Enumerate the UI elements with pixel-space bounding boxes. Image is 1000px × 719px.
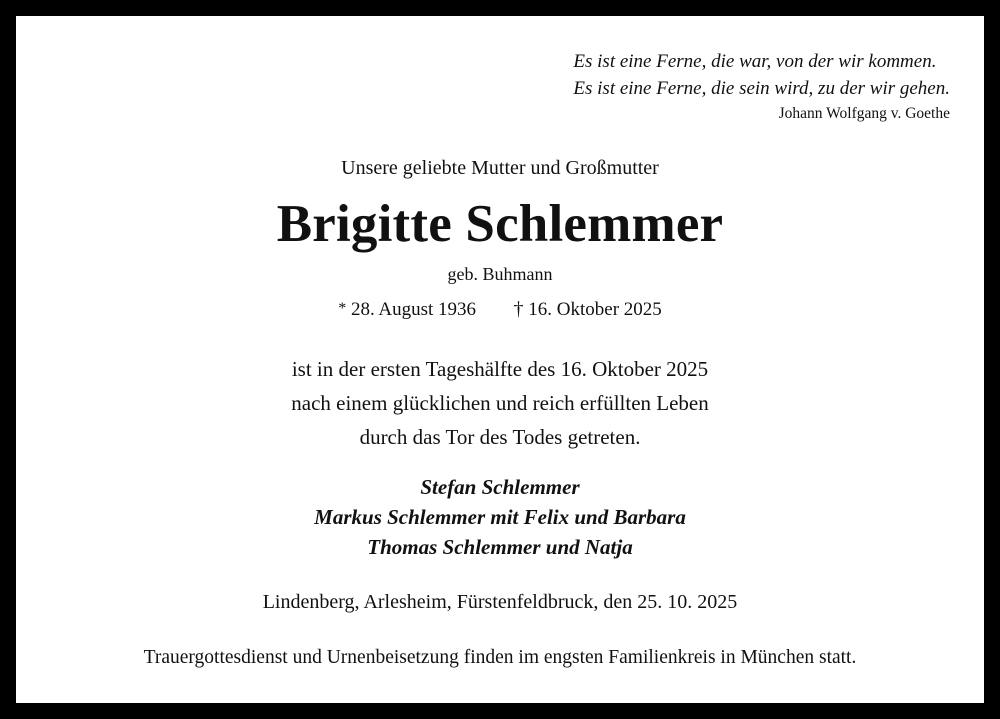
mourner-2: Markus Schlemmer mit Felix und Barbara bbox=[314, 505, 686, 529]
intro-text: Unsere geliebte Mutter und Großmutter bbox=[341, 157, 659, 179]
message-line-3: durch das Tor des Todes getreten. bbox=[359, 425, 641, 449]
deceased-name: Brigitte Schlemmer bbox=[276, 195, 724, 253]
death-message bbox=[0, 352, 1000, 454]
death-cross-icon: † bbox=[513, 298, 524, 320]
birth-star-icon: * bbox=[338, 300, 347, 317]
service-note: Trauergottesdienst und Urnenbeisetzung finden im engsten Familienkreis in München statt. bbox=[143, 647, 857, 668]
message-line-1: ist in der ersten Tageshälfte des 16. Oktober 2025 bbox=[291, 357, 709, 381]
message-line-2: nach einem glücklichen und reich erfüllten Leben bbox=[291, 391, 709, 415]
place-and-date: Lindenberg, Arlesheim, Fürstenfeldbruck, den 25. 10. 2025 bbox=[262, 591, 738, 613]
life-dates bbox=[0, 296, 1000, 323]
goethe-quote bbox=[573, 48, 950, 102]
maiden-name: geb. Buhmann bbox=[447, 264, 553, 284]
mourner-3: Thomas Schlemmer und Natja bbox=[367, 535, 633, 559]
quote-author: Johann Wolfgang v. Goethe bbox=[778, 105, 950, 122]
quote-line-1: Es ist eine Ferne, die war, von der wir kommen. bbox=[573, 51, 937, 72]
mourners-list bbox=[0, 472, 1000, 562]
quote-line-2: Es ist eine Ferne, die sein wird, zu der wir gehen. bbox=[573, 78, 950, 99]
death-date: 16. Oktober 2025 bbox=[528, 299, 662, 320]
birth-date: 28. August 1936 bbox=[350, 299, 477, 320]
mourner-1: Stefan Schlemmer bbox=[420, 475, 580, 499]
